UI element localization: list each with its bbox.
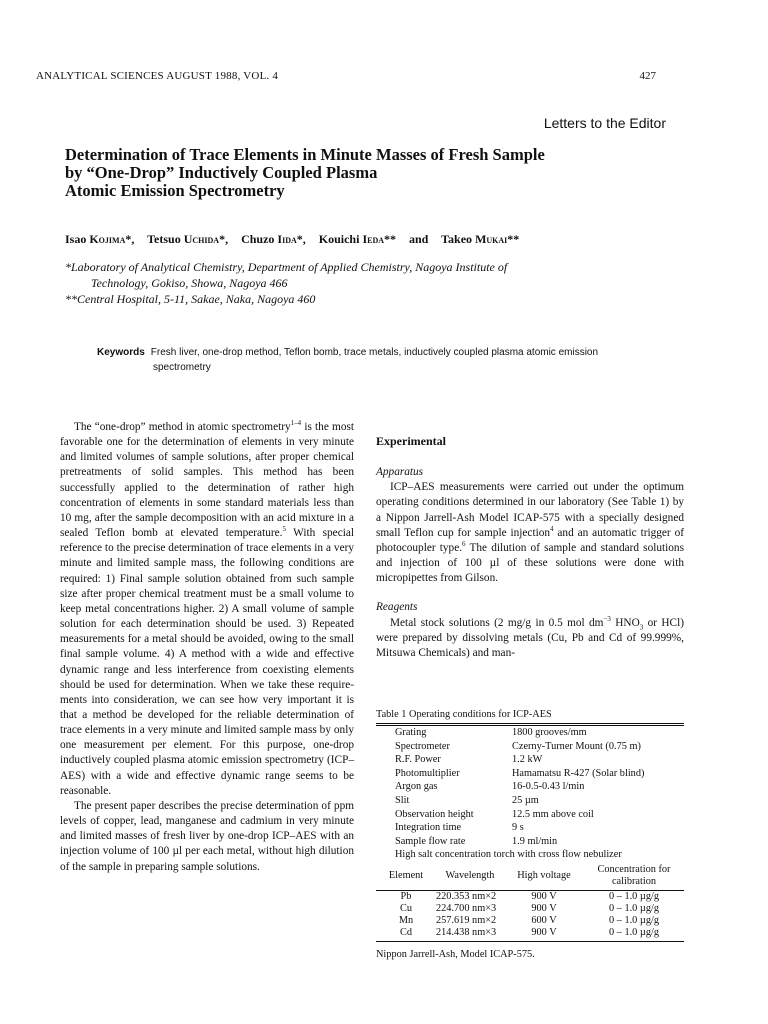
keywords-text: Fresh liver, one-drop method, Teflon bomb, trace metals, inductively coupled plasma atomic emission	[150, 347, 599, 358]
section-label: Letters to the Editor	[543, 115, 666, 131]
keywords	[97, 345, 677, 375]
table-row	[376, 740, 684, 754]
author: Chuzo Iida*,	[241, 232, 306, 246]
title-line: by “One-Drop” Inductively Coupled Plasma	[65, 163, 378, 182]
author-connector: and	[409, 232, 429, 246]
condition-value: 16-0.5-0.43 l/min	[512, 781, 585, 793]
table-row	[376, 794, 684, 808]
running-head: ANALYTICAL SCIENCES AUGUST 1988, VOL. 4	[36, 70, 279, 82]
table-row	[376, 726, 684, 740]
table-rule	[376, 723, 684, 724]
condition-label: Observation height	[395, 808, 474, 820]
author: Tetsuo Uchida*,	[147, 232, 229, 246]
column-header: Concentration for calibration	[597, 863, 671, 887]
table-row	[376, 835, 684, 849]
table-operating-conditions	[376, 709, 684, 960]
condition-label: Argon gas	[395, 781, 438, 793]
condition-rows	[376, 726, 684, 848]
condition-value: 1.9 ml/min	[512, 835, 558, 847]
column-header: High voltage	[517, 869, 571, 881]
condition-label: Photomultiplier	[395, 767, 460, 779]
element-cell: Pb	[400, 890, 412, 902]
element-rows	[376, 891, 684, 939]
affiliation-line: *Laboratory of Analytical Chemistry, Department of Applied Chemistry, Nagoya Institute of	[65, 260, 508, 274]
calibration-cell: 0 – 1.0 µg/g	[609, 902, 659, 914]
voltage-cell: 900 V	[531, 890, 557, 902]
page-number: 427	[639, 70, 656, 82]
voltage-cell: 900 V	[531, 926, 557, 938]
table-row	[376, 753, 684, 767]
table-row	[376, 915, 684, 927]
body-column-right	[376, 434, 684, 661]
affiliation-line: **Central Hospital, 5-11, Sakae, Naka, Nagoya 460	[65, 292, 316, 306]
wavelength-cell: 220.353 nm×2	[436, 890, 497, 902]
torch-note: High salt concentration torch with cross flow nebulizer	[395, 849, 622, 861]
body-column-left	[60, 420, 354, 875]
table-row	[376, 903, 684, 915]
title-line: Determination of Trace Elements in Minute Masses of Fresh Sample	[65, 145, 545, 164]
keywords-text: spectrometry	[153, 362, 211, 373]
table-rule	[376, 941, 684, 942]
table-row	[376, 891, 684, 903]
element-header-row	[376, 864, 684, 888]
affiliations	[65, 259, 675, 307]
author-list	[65, 232, 675, 247]
section-heading: Experimental	[376, 434, 446, 448]
condition-value: 12.5 mm above coil	[512, 808, 594, 820]
paragraph: The present paper describes the precise determination of ppm levels of copper, lead, manganese and cadmium in very minute and limited masses of fresh liver by one-drop ICP–AES with an injection volume of 100 µl per each metal, without high dilution of the sample in preparing sample solutions.	[60, 799, 354, 873]
condition-label: R.F. Power	[395, 754, 441, 766]
condition-value: 1800 grooves/mm	[512, 727, 587, 738]
voltage-cell: 900 V	[531, 902, 557, 914]
element-cell: Cu	[399, 902, 413, 914]
calibration-cell: 0 – 1.0 µg/g	[609, 890, 659, 902]
paragraph: ICP–AES measurements were carried out under the optimum operating conditions determined in our laboratory (See Table 1) by a Nippon Jarrell-Ash Model ICAP-575 with a specially designed small Teflon cup for sample injection$^4$ and an automatic trigger of photocoupler type.$^6$ The dilution of sample and standard solutions and injection of 100 µl of these solutions were done with micropipettes from Gilson.	[376, 481, 684, 585]
subsection-heading: Reagents	[376, 601, 418, 614]
paragraph: Metal stock solutions (2 mg/g in 0.5 mol $dm^{-3}$ $HNO_3$ or HCl) were prepared by dissolving metals (Cu, Pb and Cd of 99.999%, Mitsuwa Chemicals) and man-	[376, 614, 684, 659]
condition-value: 9 s	[512, 822, 524, 834]
wavelength-cell: 214.438 nm×3	[436, 926, 497, 938]
condition-label: Slit	[395, 794, 410, 806]
table-footnote: Nippon Jarrell-Ash, Model ICAP-575.	[376, 948, 535, 960]
condition-label: Spectrometer	[395, 740, 450, 752]
column-header: Wavelength	[445, 869, 495, 881]
table-row	[376, 927, 684, 939]
title-line: Atomic Emission Spectrometry	[65, 181, 285, 200]
condition-label: Sample flow rate	[395, 835, 466, 847]
table-row	[376, 821, 684, 835]
author: Takeo Mukai**	[441, 232, 520, 246]
table-row	[376, 808, 684, 822]
condition-value: 25 µm	[512, 794, 539, 806]
condition-value: Czerny-Turner Mount (0.75 m)	[512, 740, 641, 752]
element-cell: Mn	[398, 914, 414, 926]
article-title	[65, 146, 675, 200]
table-caption: Table 1 Operating conditions for ICP-AES	[376, 709, 552, 720]
wavelength-cell: 224.700 nm×3	[436, 902, 497, 914]
calibration-cell: 0 – 1.0 µg/g	[609, 926, 659, 938]
affiliation-line: Technology, Gokiso, Showa, Nagoya 466	[91, 276, 288, 290]
wavelength-cell: 257.619 nm×2	[436, 914, 497, 926]
calibration-cell: 0 – 1.0 µg/g	[609, 914, 659, 926]
condition-value: 1.2 kW	[512, 754, 543, 766]
voltage-cell: 600 V	[531, 914, 557, 926]
subsection-heading: Apparatus	[376, 466, 424, 479]
table-row	[376, 780, 684, 794]
keywords-label: Keywords	[97, 347, 145, 358]
author: Kouichi Ieda**	[318, 232, 396, 246]
author: Isao Kojima*,	[65, 232, 135, 246]
condition-label: Grating	[395, 727, 427, 738]
paragraph: The “one-drop” method in atomic spectrometry$^{1-4}$ is the most favorable one for the determination of elements in very minute and limited volumes of sample solutions, after proper chemical pretreatments of solid samples. This method has been successfully applied to the determination of rather high concentration of elements in some standard materials less than 10 mg, after the sample decomposition with an acid mixture in a sealed Teflon bomb at elevated temperature.$^5$ With special reference to the precise determination of trace elements in a very minute and limited sample mass, the following conditions are required: 1) Final sample solution obtained from such sample size after proper chemical treatment must be a small volume to keep metal concentrations higher. 2) A small volume of sample solution for each determination should be used. 3) Repeated measurements for a metal should be avoided, owing to the small final sample volume. 4) A method with a wide and effective dynamic range and less interference from coexisting elements should be used for determination. When we take these requirements into consideration, we can see how very important it is that a method be developed for the reliable determination of trace elements in a very minute and limited sample mass by only one measurement per element. For this purpose, one-drop inductively coupled plasma atomic emission spectrometry (ICP–AES) with a wide and effective dynamic range seems to be reasonable.	[60, 419, 354, 797]
condition-value: Hamamatsu R-427 (Solar blind)	[512, 767, 645, 779]
table-row	[376, 767, 684, 781]
element-cell: Cd	[399, 926, 413, 938]
condition-label: Integration time	[395, 822, 462, 834]
column-header: Element	[388, 869, 424, 881]
